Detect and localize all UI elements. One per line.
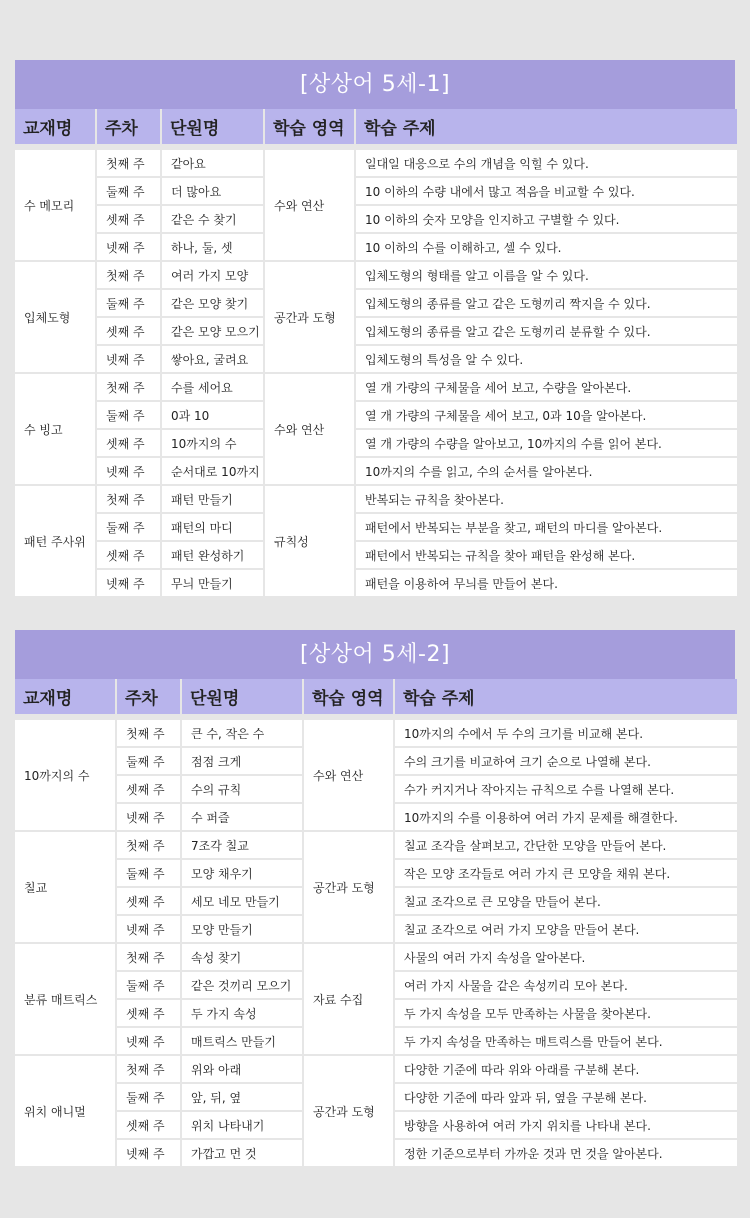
table-row: [15, 944, 737, 972]
week-cell: 첫째 주: [97, 262, 160, 290]
curriculum-table: [13, 109, 739, 598]
week-cell: 셋째 주: [117, 1000, 180, 1028]
header-row: [15, 679, 737, 720]
unit-cell: 수를 세어요: [162, 374, 263, 402]
unit-cell: 속성 찾기: [182, 944, 302, 972]
header-week: 주차: [97, 109, 160, 150]
unit-cell: 위치 나타내기: [182, 1112, 302, 1140]
book-name-cell: 위치 애니멀: [15, 1056, 115, 1168]
unit-cell: 같은 모양 찾기: [162, 290, 263, 318]
week-cell: 셋째 주: [97, 206, 160, 234]
week-cell: 둘째 주: [97, 290, 160, 318]
table-row: [15, 318, 737, 346]
week-cell: 넷째 주: [97, 234, 160, 262]
book-title: [상상어 5세-2]: [15, 630, 735, 679]
table-row: [15, 262, 737, 290]
unit-cell: 패턴의 마디: [162, 514, 263, 542]
table-row: [15, 1056, 737, 1084]
unit-cell: 수 퍼즐: [182, 804, 302, 832]
unit-cell: 위와 아래: [182, 1056, 302, 1084]
week-cell: 넷째 주: [117, 1028, 180, 1056]
table-row: [15, 402, 737, 430]
week-cell: 첫째 주: [97, 150, 160, 178]
topic-cell: 10까지의 수를 읽고, 수의 순서를 알아본다.: [356, 458, 737, 486]
unit-cell: 더 많아요: [162, 178, 263, 206]
area-cell: 수와 연산: [265, 374, 354, 486]
unit-cell: 점점 크게: [182, 748, 302, 776]
week-cell: 첫째 주: [97, 486, 160, 514]
header-topic: 학습 주제: [395, 679, 737, 720]
table-row: [15, 542, 737, 570]
topic-cell: 정한 기준으로부터 가까운 것과 먼 것을 알아본다.: [395, 1140, 737, 1168]
topic-cell: 수가 커지거나 작아지는 규칙으로 수를 나열해 본다.: [395, 776, 737, 804]
book-name-cell: 패턴 주사위: [15, 486, 95, 598]
area-cell: 자료 수집: [304, 944, 393, 1056]
header-book-name: 교재명: [15, 679, 115, 720]
topic-cell: 사물의 여러 가지 속성을 알아본다.: [395, 944, 737, 972]
week-cell: 둘째 주: [117, 860, 180, 888]
topic-cell: 입체도형의 특성을 알 수 있다.: [356, 346, 737, 374]
week-cell: 첫째 주: [97, 374, 160, 402]
book-table-5-1: [15, 60, 735, 598]
header-area: 학습 영역: [304, 679, 393, 720]
area-cell: 공간과 도형: [304, 832, 393, 944]
book-name-cell: 수 빙고: [15, 374, 95, 486]
unit-cell: 같은 수 찾기: [162, 206, 263, 234]
area-cell: 공간과 도형: [265, 262, 354, 374]
table-row: [15, 458, 737, 486]
topic-cell: 열 개 가량의 수량을 알아보고, 10까지의 수를 읽어 본다.: [356, 430, 737, 458]
topic-cell: 두 가지 속성을 모두 만족하는 사물을 찾아본다.: [395, 1000, 737, 1028]
table-row: [15, 720, 737, 748]
table-row: [15, 486, 737, 514]
header-row: [15, 109, 737, 150]
book-title: [상상어 5세-1]: [15, 60, 735, 109]
table-row: [15, 290, 737, 318]
week-cell: 첫째 주: [117, 720, 180, 748]
week-cell: 셋째 주: [117, 1112, 180, 1140]
topic-cell: 10 이하의 수량 내에서 많고 적음을 비교할 수 있다.: [356, 178, 737, 206]
table-row: [15, 570, 737, 598]
topic-cell: 패턴에서 반복되는 규칙을 찾아 패턴을 완성해 본다.: [356, 542, 737, 570]
week-cell: 넷째 주: [117, 804, 180, 832]
topic-cell: 10 이하의 수를 이해하고, 셀 수 있다.: [356, 234, 737, 262]
topic-cell: 다양한 기준에 따라 앞과 뒤, 옆을 구분해 본다.: [395, 1084, 737, 1112]
unit-cell: 0과 10: [162, 402, 263, 430]
area-cell: 공간과 도형: [304, 1056, 393, 1168]
topic-cell: 다양한 기준에 따라 위와 아래를 구분해 본다.: [395, 1056, 737, 1084]
week-cell: 셋째 주: [97, 542, 160, 570]
week-cell: 둘째 주: [97, 514, 160, 542]
header-week: 주차: [117, 679, 180, 720]
table-row: [15, 178, 737, 206]
book-name-cell: 10까지의 수: [15, 720, 115, 832]
curriculum-table: [13, 679, 739, 1168]
unit-cell: 하나, 둘, 셋: [162, 234, 263, 262]
header-unit: 단원명: [162, 109, 263, 150]
table-row: [15, 374, 737, 402]
topic-cell: 작은 모양 조각들로 여러 가지 큰 모양을 채워 본다.: [395, 860, 737, 888]
topic-cell: 10까지의 수에서 두 수의 크기를 비교해 본다.: [395, 720, 737, 748]
book-name-cell: 입체도형: [15, 262, 95, 374]
week-cell: 넷째 주: [97, 458, 160, 486]
topic-cell: 두 가지 속성을 만족하는 매트릭스를 만들어 본다.: [395, 1028, 737, 1056]
unit-cell: 모양 채우기: [182, 860, 302, 888]
topic-cell: 방향을 사용하여 여러 가지 위치를 나타내 본다.: [395, 1112, 737, 1140]
week-cell: 셋째 주: [97, 318, 160, 346]
unit-cell: 두 가지 속성: [182, 1000, 302, 1028]
unit-cell: 패턴 만들기: [162, 486, 263, 514]
topic-cell: 반복되는 규칙을 찾아본다.: [356, 486, 737, 514]
week-cell: 넷째 주: [117, 1140, 180, 1168]
unit-cell: 10까지의 수: [162, 430, 263, 458]
unit-cell: 수의 규칙: [182, 776, 302, 804]
week-cell: 넷째 주: [117, 916, 180, 944]
unit-cell: 큰 수, 작은 수: [182, 720, 302, 748]
unit-cell: 여러 가지 모양: [162, 262, 263, 290]
week-cell: 둘째 주: [97, 178, 160, 206]
table-row: [15, 430, 737, 458]
table-row: [15, 150, 737, 178]
book-name-cell: 분류 매트릭스: [15, 944, 115, 1056]
table-row: [15, 206, 737, 234]
unit-cell: 같아요: [162, 150, 263, 178]
week-cell: 첫째 주: [117, 1056, 180, 1084]
week-cell: 둘째 주: [117, 748, 180, 776]
header-topic: 학습 주제: [356, 109, 737, 150]
table-row: [15, 832, 737, 860]
topic-cell: 열 개 가량의 구체물을 세어 보고, 0과 10을 알아본다.: [356, 402, 737, 430]
unit-cell: 쌓아요, 굴려요: [162, 346, 263, 374]
topic-cell: 입체도형의 종류를 알고 같은 도형끼리 분류할 수 있다.: [356, 318, 737, 346]
week-cell: 넷째 주: [97, 346, 160, 374]
week-cell: 셋째 주: [117, 776, 180, 804]
topic-cell: 수의 크기를 비교하여 크기 순으로 나열해 본다.: [395, 748, 737, 776]
topic-cell: 칠교 조각으로 여러 가지 모양을 만들어 본다.: [395, 916, 737, 944]
unit-cell: 같은 모양 모으기: [162, 318, 263, 346]
table-row: [15, 514, 737, 542]
topic-cell: 10까지의 수를 이용하여 여러 가지 문제를 해결한다.: [395, 804, 737, 832]
topic-cell: 입체도형의 형태를 알고 이름을 알 수 있다.: [356, 262, 737, 290]
topic-cell: 패턴에서 반복되는 부분을 찾고, 패턴의 마디를 알아본다.: [356, 514, 737, 542]
area-cell: 규칙성: [265, 486, 354, 598]
unit-cell: 모양 만들기: [182, 916, 302, 944]
topic-cell: 칠교 조각을 살펴보고, 간단한 모양을 만들어 본다.: [395, 832, 737, 860]
unit-cell: 패턴 완성하기: [162, 542, 263, 570]
topic-cell: 패턴을 이용하여 무늬를 만들어 본다.: [356, 570, 737, 598]
book-name-cell: 칠교: [15, 832, 115, 944]
area-cell: 수와 연산: [265, 150, 354, 262]
week-cell: 둘째 주: [117, 972, 180, 1000]
unit-cell: 무늬 만들기: [162, 570, 263, 598]
topic-cell: 입체도형의 종류를 알고 같은 도형끼리 짝지을 수 있다.: [356, 290, 737, 318]
unit-cell: 같은 것끼리 모으기: [182, 972, 302, 1000]
week-cell: 셋째 주: [117, 888, 180, 916]
topic-cell: 일대일 대응으로 수의 개념을 익힐 수 있다.: [356, 150, 737, 178]
week-cell: 첫째 주: [117, 832, 180, 860]
week-cell: 첫째 주: [117, 944, 180, 972]
topic-cell: 칠교 조각으로 큰 모양을 만들어 본다.: [395, 888, 737, 916]
week-cell: 넷째 주: [97, 570, 160, 598]
area-cell: 수와 연산: [304, 720, 393, 832]
table-row: [15, 234, 737, 262]
header-book-name: 교재명: [15, 109, 95, 150]
unit-cell: 앞, 뒤, 옆: [182, 1084, 302, 1112]
unit-cell: 가깝고 먼 것: [182, 1140, 302, 1168]
week-cell: 셋째 주: [97, 430, 160, 458]
table-row: [15, 346, 737, 374]
book-table-5-2: [15, 630, 735, 1168]
week-cell: 둘째 주: [117, 1084, 180, 1112]
book-name-cell: 수 메모리: [15, 150, 95, 262]
unit-cell: 매트릭스 만들기: [182, 1028, 302, 1056]
unit-cell: 7조각 칠교: [182, 832, 302, 860]
unit-cell: 세모 네모 만들기: [182, 888, 302, 916]
topic-cell: 열 개 가량의 구체물을 세어 보고, 수량을 알아본다.: [356, 374, 737, 402]
header-area: 학습 영역: [265, 109, 354, 150]
header-unit: 단원명: [182, 679, 302, 720]
week-cell: 둘째 주: [97, 402, 160, 430]
unit-cell: 순서대로 10까지: [162, 458, 263, 486]
topic-cell: 여러 가지 사물을 같은 속성끼리 모아 본다.: [395, 972, 737, 1000]
topic-cell: 10 이하의 숫자 모양을 인지하고 구별할 수 있다.: [356, 206, 737, 234]
